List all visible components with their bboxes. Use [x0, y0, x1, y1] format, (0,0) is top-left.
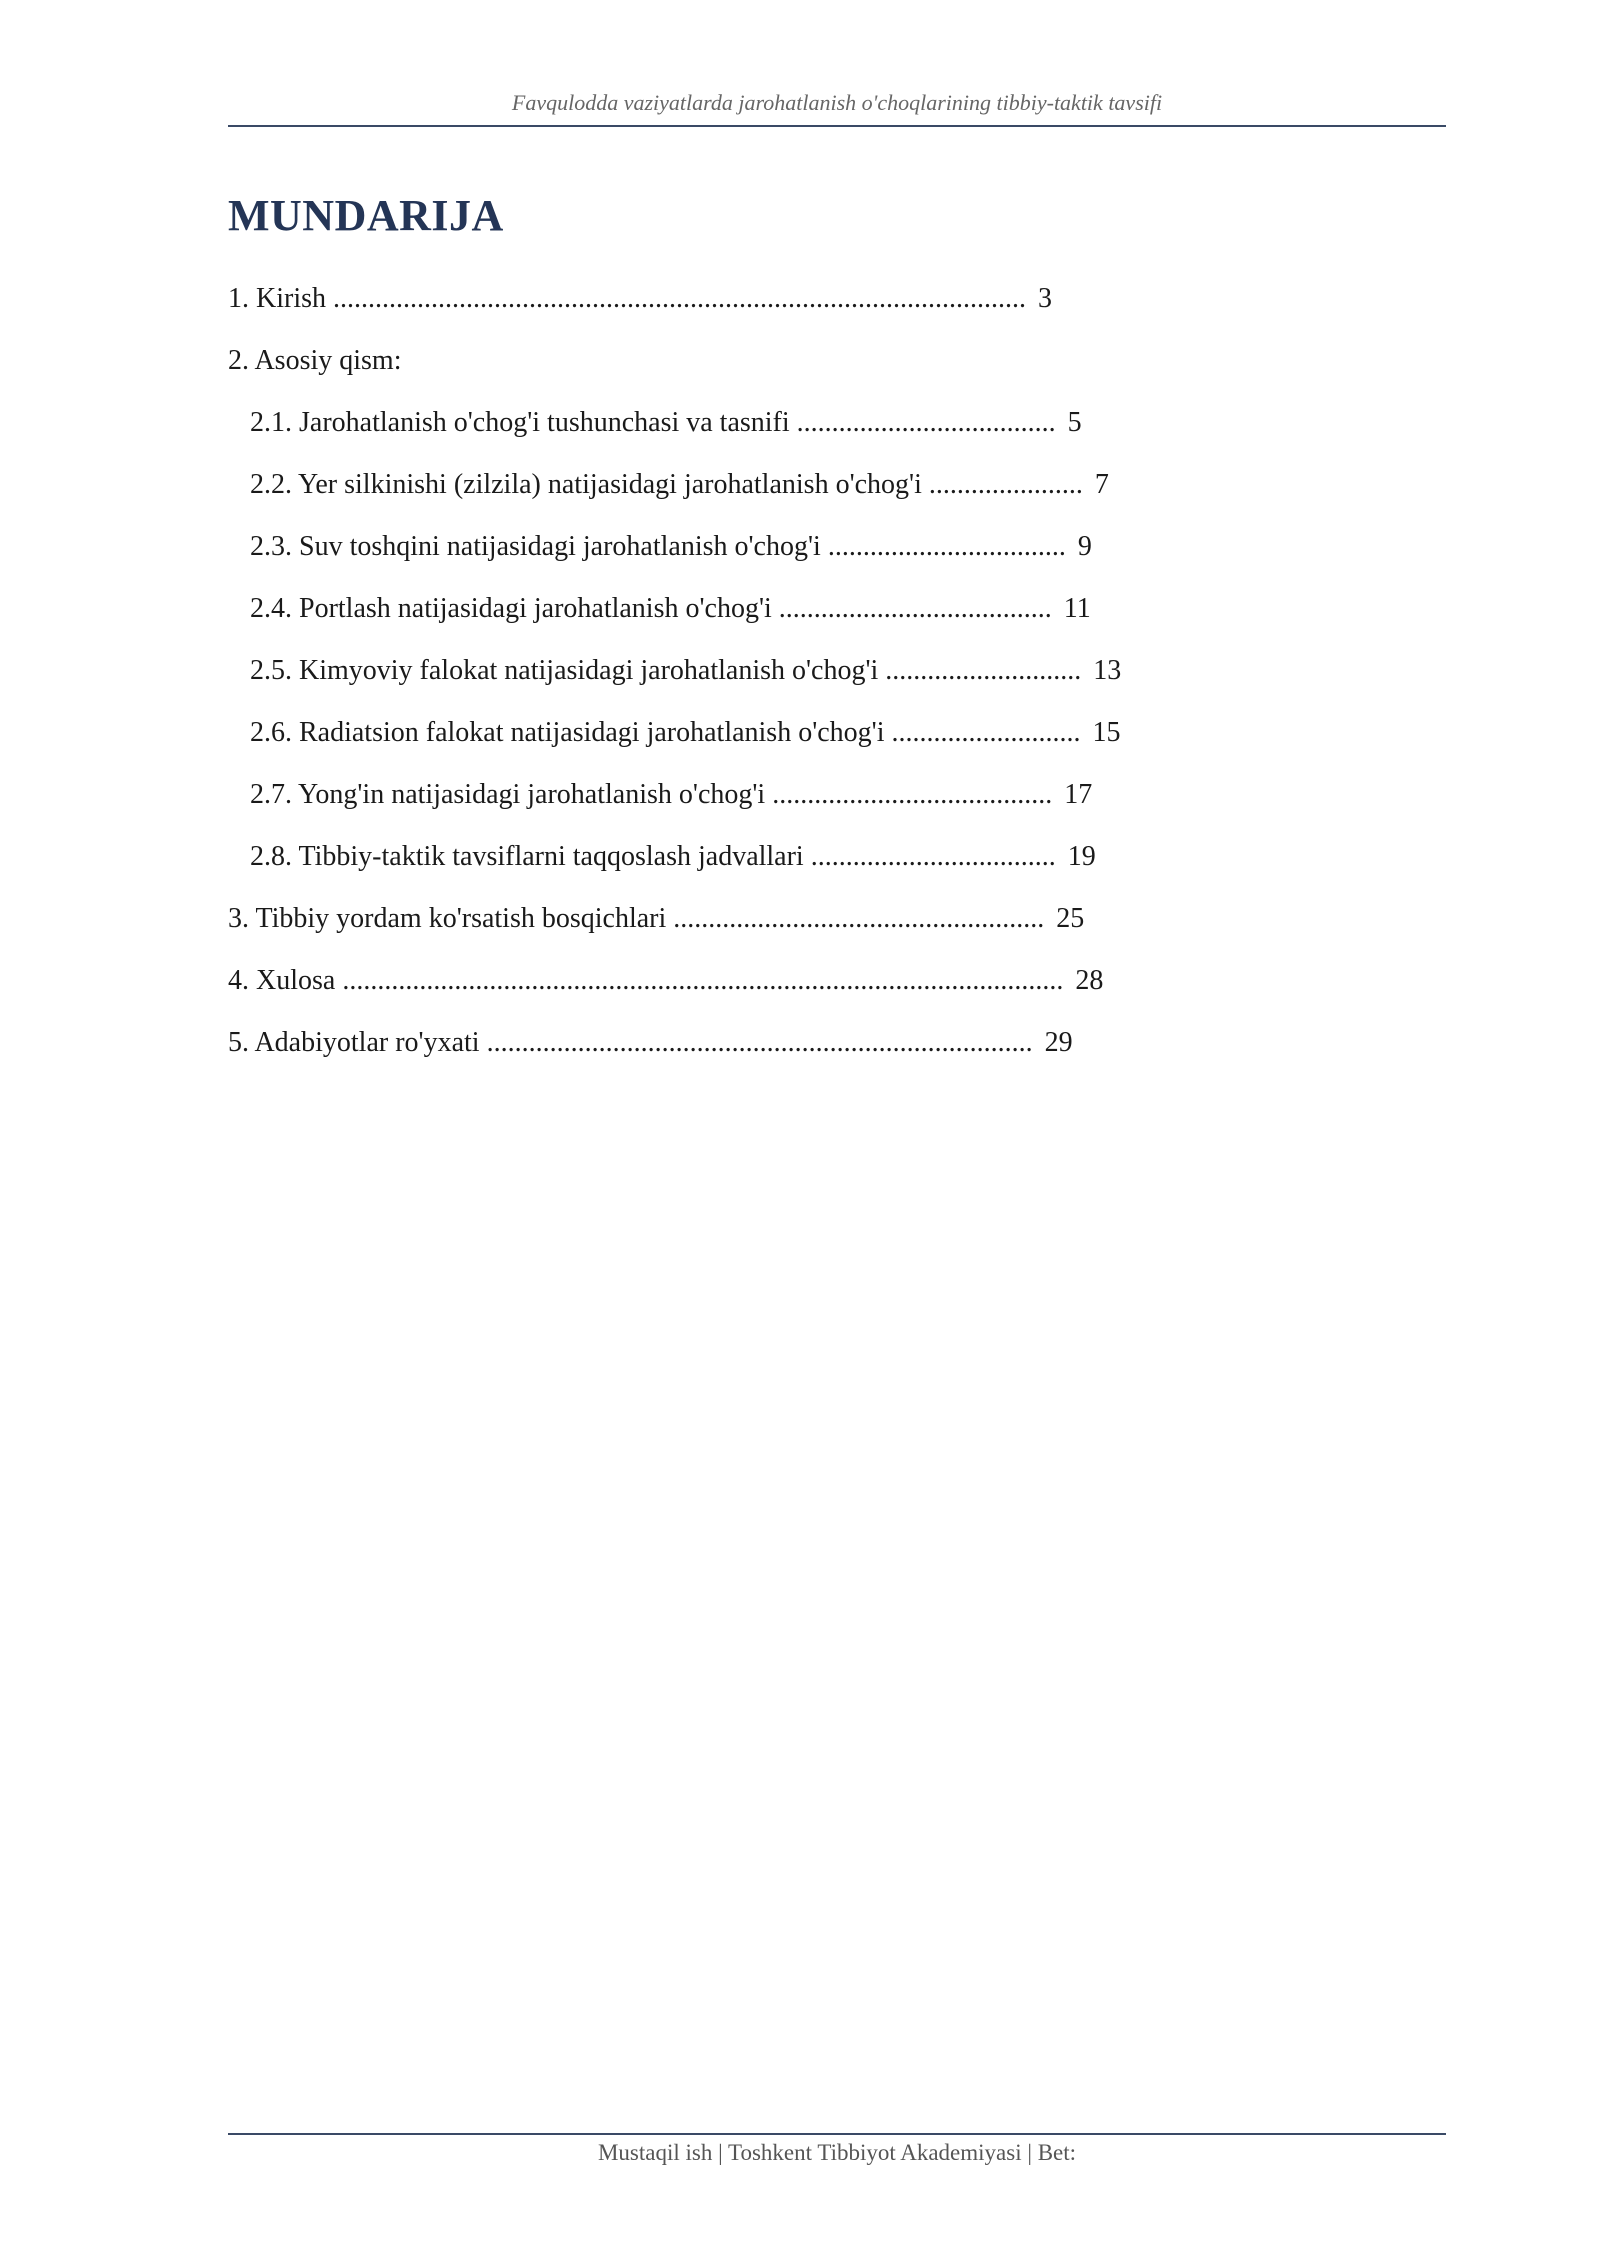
- table-of-contents: [228, 280, 1228, 1086]
- toc-leader-dots: ............................: [885, 655, 1082, 686]
- toc-item-label: 3. Tibbiy yordam ko'rsatish bosqichlari: [228, 903, 667, 934]
- toc-item-label: 2.3. Suv toshqini natijasidagi jarohatlanish o'chog'i: [250, 531, 821, 562]
- toc-subitem[interactable]: [228, 404, 1228, 466]
- toc-page-number: 29: [1044, 1027, 1073, 1058]
- toc-page-number: 28: [1075, 965, 1104, 996]
- toc-item[interactable]: [228, 280, 1228, 342]
- toc-item-label: 4. Xulosa: [228, 965, 336, 996]
- running-header: Favqulodda vaziyatlarda jarohatlanish o'choqlarining tibbiy-taktik tavsifi: [511, 90, 1163, 115]
- toc-item[interactable]: [228, 342, 1228, 404]
- toc-page-number: 13: [1093, 655, 1122, 686]
- toc-item-label: 5. Adabiyotlar ro'yxati: [228, 1027, 480, 1058]
- toc-item-label: 2.6. Radiatsion falokat natijasidagi jarohatlanish o'chog'i: [250, 717, 885, 748]
- toc-item-label: 2. Asosiy qism:: [228, 345, 402, 376]
- toc-subitem[interactable]: [228, 528, 1228, 590]
- toc-item-label: 2.4. Portlash natijasidagi jarohatlanish o'chog'i: [250, 593, 772, 624]
- toc-item-label: 2.7. Yong'in natijasidagi jarohatlanish o'chog'i: [250, 779, 766, 810]
- toc-item[interactable]: [228, 962, 1228, 1024]
- header-divider: [228, 125, 1446, 127]
- toc-leader-dots: ..................................: [827, 531, 1066, 562]
- toc-page-number: 9: [1077, 531, 1092, 562]
- toc-subitem[interactable]: [228, 466, 1228, 528]
- toc-leader-dots: ......................: [928, 469, 1083, 500]
- toc-item[interactable]: [228, 900, 1228, 962]
- toc-page-number: 3: [1038, 283, 1052, 314]
- toc-page-number: 17: [1064, 779, 1093, 810]
- toc-leader-dots: .......................................................................................................: [342, 965, 1064, 996]
- toc-page-number: 19: [1067, 841, 1096, 872]
- toc-leader-dots: ..............................................................................: [486, 1027, 1033, 1058]
- toc-page-number: 5: [1067, 407, 1082, 438]
- toc-page-number: 11: [1063, 593, 1091, 624]
- toc-item-label: 2.8. Tibbiy-taktik tavsiflarni taqqoslash jadvallari: [250, 841, 804, 872]
- toc-leader-dots: .....................................................: [673, 903, 1045, 934]
- toc-leader-dots: ...................................: [810, 841, 1056, 872]
- toc-item-label: 1. Kirish: [228, 283, 326, 314]
- toc-leader-dots: ...........................: [891, 717, 1081, 748]
- toc-item[interactable]: [228, 1024, 1228, 1086]
- toc-item-label: 2.2. Yer silkinishi (zilzila) natijasidagi jarohatlanish o'chog'i: [250, 469, 922, 500]
- toc-subitem[interactable]: [228, 652, 1228, 714]
- toc-subitem[interactable]: [228, 776, 1228, 838]
- toc-subitem[interactable]: [228, 714, 1228, 776]
- toc-leader-dots: .......................................: [778, 593, 1052, 624]
- page-footer: Mustaqil ish | Toshkent Tibbiyot Akademiyasi | Bet:: [597, 2140, 1077, 2165]
- toc-subitem[interactable]: [228, 838, 1228, 900]
- toc-leader-dots: .....................................: [796, 407, 1056, 438]
- toc-leader-dots: ........................................: [772, 779, 1053, 810]
- footer-divider: [228, 2133, 1446, 2135]
- toc-page-number: 15: [1092, 717, 1121, 748]
- toc-item-label: 2.5. Kimyoviy falokat natijasidagi jarohatlanish o'chog'i: [250, 655, 879, 686]
- toc-item-label: 2.1. Jarohatlanish o'chog'i tushunchasi va tasnifi: [250, 407, 790, 438]
- toc-leader-dots: ...................................................................................................: [333, 283, 1026, 314]
- toc-page-number: 25: [1056, 903, 1085, 934]
- toc-subitem[interactable]: [228, 590, 1228, 652]
- page-title: MUNDARIJA: [228, 191, 504, 240]
- toc-page-number: 7: [1094, 469, 1109, 500]
